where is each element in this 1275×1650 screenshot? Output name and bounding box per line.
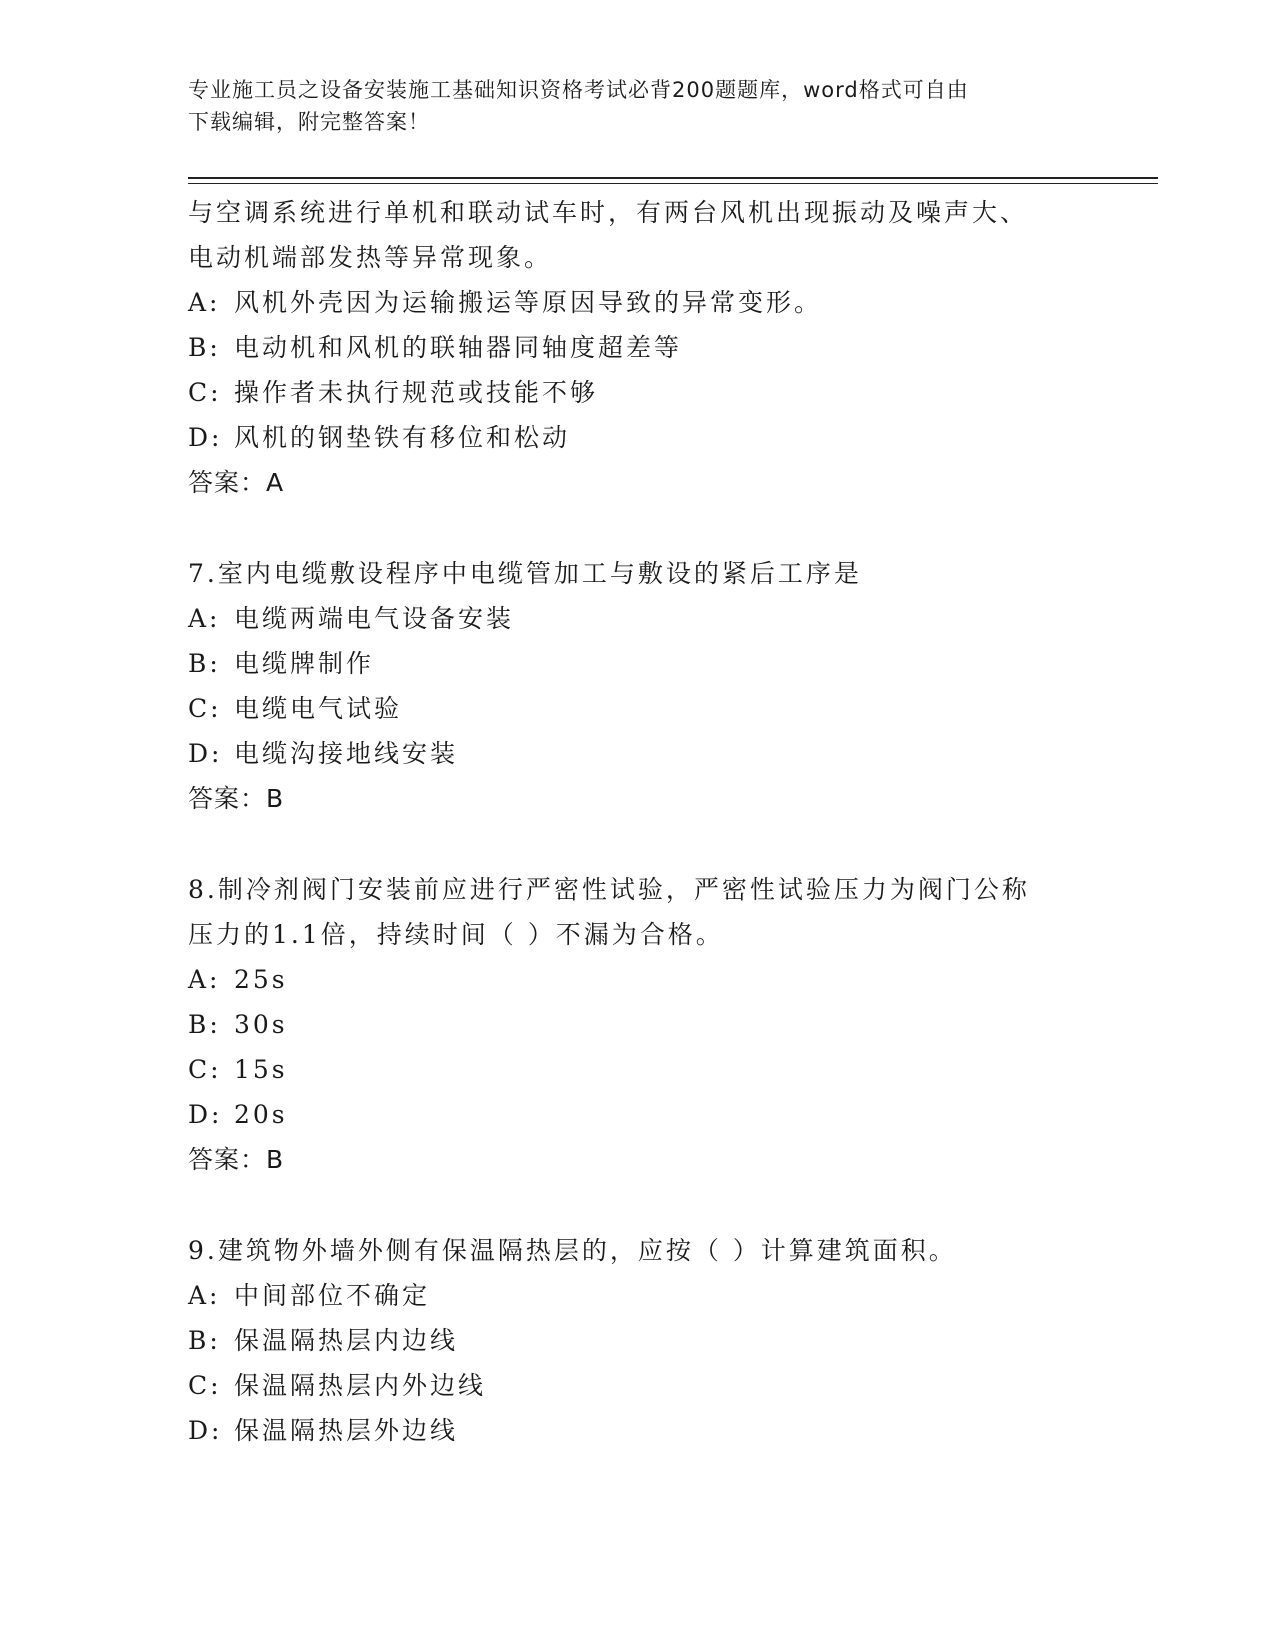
option-text: 电缆沟接地线安装 <box>234 739 459 768</box>
question-list <box>188 190 1088 1453</box>
option-d <box>188 415 1088 460</box>
question-stem: 压力的1.1倍，持续时间（ ）不漏为合格。 <box>188 920 724 949</box>
question-6 <box>188 190 1088 505</box>
option-key: C: <box>188 378 222 407</box>
question-spacer <box>188 505 1088 551</box>
option-d <box>188 1408 1088 1453</box>
option-key: C: <box>188 1055 222 1084</box>
document-header <box>188 74 1068 138</box>
option-b <box>188 325 1088 370</box>
option-key: B: <box>188 1326 221 1355</box>
option-text: 操作者未执行规范或技能不够 <box>234 378 599 407</box>
option-text: 保温隔热层外边线 <box>234 1416 459 1445</box>
option-c <box>188 1047 1088 1092</box>
option-key: C: <box>188 694 222 723</box>
header-rule-thick <box>188 177 1158 179</box>
option-text: 风机的钢垫铁有移位和松动 <box>234 423 571 452</box>
option-text: 15s <box>234 1055 288 1084</box>
option-key: B: <box>188 1010 221 1039</box>
option-d <box>188 731 1088 776</box>
question-7 <box>188 551 1088 821</box>
question-stem: 9.建筑物外墙外侧有保温隔热层的，应按（ ）计算建筑面积。 <box>188 1236 957 1265</box>
answer-label: 答案：B <box>188 1145 285 1174</box>
option-key: C: <box>188 1371 222 1400</box>
question-stem: 8.制冷剂阀门安装前应进行严密性试验，严密性试验压力为阀门公称 <box>188 875 1030 904</box>
option-b <box>188 1002 1088 1047</box>
question-8 <box>188 867 1088 1182</box>
option-key: D: <box>188 1416 223 1445</box>
option-text: 中间部位不确定 <box>234 1281 431 1310</box>
option-key: B: <box>188 649 221 678</box>
option-key: A: <box>188 604 221 633</box>
option-text: 20s <box>234 1100 288 1129</box>
option-text: 风机外壳因为运输搬运等原因导致的异常变形。 <box>234 288 823 317</box>
question-9 <box>188 1228 1088 1453</box>
header-rule-thin <box>188 183 1158 184</box>
question-stem: 7.室内电缆敷设程序中电缆管加工与敷设的紧后工序是 <box>188 559 862 588</box>
option-text: 保温隔热层内外边线 <box>234 1371 487 1400</box>
header-line-1: 专业施工员之设备安装施工基础知识资格考试必背200题题库，word格式可自由 <box>188 78 969 102</box>
header-line-2: 下载编辑，附完整答案！ <box>188 110 430 134</box>
option-c <box>188 1363 1088 1408</box>
option-key: A: <box>188 288 221 317</box>
option-d <box>188 1092 1088 1137</box>
option-key: D: <box>188 423 223 452</box>
option-text: 保温隔热层内边线 <box>234 1326 459 1355</box>
option-text: 30s <box>234 1010 288 1039</box>
option-a <box>188 596 1088 641</box>
option-key: D: <box>188 1100 223 1129</box>
option-text: 电缆两端电气设备安装 <box>234 604 515 633</box>
option-text: 25s <box>234 965 288 994</box>
option-text: 电动机和风机的联轴器同轴度超差等 <box>234 333 683 362</box>
option-a <box>188 1273 1088 1318</box>
option-key: A: <box>188 1281 221 1310</box>
option-c <box>188 370 1088 415</box>
answer-label: 答案：B <box>188 784 285 813</box>
option-text: 电缆电气试验 <box>234 694 403 723</box>
option-text: 电缆牌制作 <box>234 649 375 678</box>
option-b <box>188 641 1088 686</box>
option-a <box>188 280 1088 325</box>
question-stem: 与空调系统进行单机和联动试车时，有两台风机出现振动及噪声大、 <box>188 198 1029 227</box>
option-a <box>188 957 1088 1002</box>
option-c <box>188 686 1088 731</box>
option-key: A: <box>188 965 221 994</box>
question-spacer <box>188 821 1088 867</box>
option-key: B: <box>188 333 221 362</box>
question-spacer <box>188 1182 1088 1228</box>
option-b <box>188 1318 1088 1363</box>
question-stem: 电动机端部发热等异常现象。 <box>188 243 553 272</box>
option-key: D: <box>188 739 223 768</box>
answer-label: 答案：A <box>188 468 285 497</box>
